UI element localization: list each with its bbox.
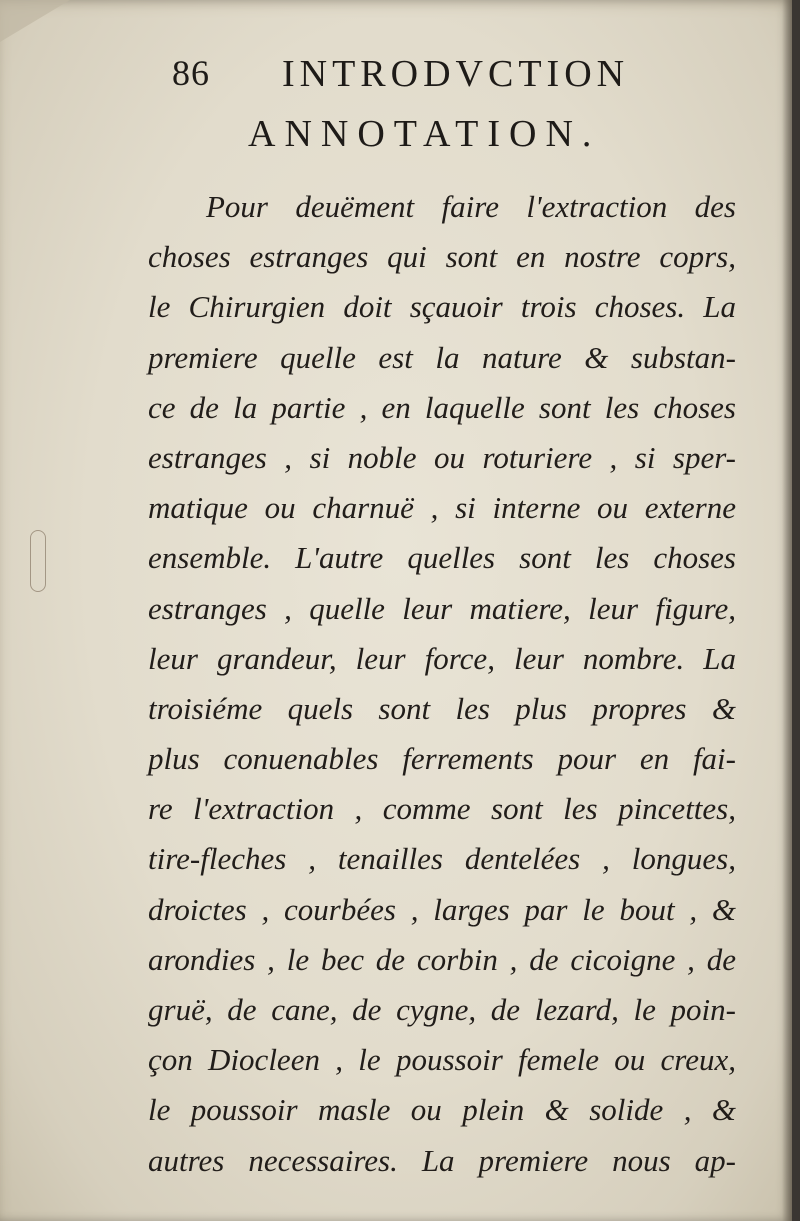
text-line: tire-fleches , tenailles dentelées , longues, <box>148 841 736 877</box>
text-line: le Chirurgien doit sçauoir trois choses. La <box>148 289 736 325</box>
text-line: droictes , courbées , larges par le bout , & <box>148 891 736 927</box>
running-title: INTRODVCTION <box>282 53 630 95</box>
text-line: matique ou charnuë , si interne ou externe <box>148 490 736 526</box>
section-title: ANNOTATION. <box>248 113 601 155</box>
text-line: le poussoir masle ou plein & solide , & <box>148 1092 736 1128</box>
text-line: estranges , si noble ou roturiere , si sper- <box>148 439 736 475</box>
margin-mark <box>30 530 46 592</box>
text-line: Pour deuëment faire l'extraction des <box>206 189 736 224</box>
running-head <box>170 50 690 100</box>
text-line: arondies , le bec de corbin , de cicoigne , de <box>148 941 736 977</box>
text-line: choses estranges qui sont en nostre coprs, <box>148 239 736 275</box>
body-text <box>148 182 748 1186</box>
text-line: premiere quelle est la nature & substan- <box>148 339 736 375</box>
text-line: plus conuenables ferrements pour en fai- <box>148 741 736 777</box>
page-corner-fold <box>0 0 70 42</box>
text-line: troisiéme quels sont les plus propres & <box>148 690 736 726</box>
text-line: gruë, de cane, de cygne, de lezard, le poin- <box>148 992 736 1027</box>
page-number: 86 <box>172 53 210 93</box>
text-line: çon Diocleen , le poussoir femele ou creux, <box>148 1042 736 1078</box>
text-line: ce de la partie , en laquelle sont les choses <box>148 389 736 425</box>
text-line: re l'extraction , comme sont les pincettes, <box>148 791 736 827</box>
text-line: estranges , quelle leur matiere, leur figure, <box>148 590 736 626</box>
text-line: leur grandeur, leur force, leur nombre. La <box>148 640 736 676</box>
text-line: ensemble. L'autre quelles sont les choses <box>148 540 736 576</box>
text-line: autres necessaires. La premiere nous ap- <box>148 1142 736 1178</box>
